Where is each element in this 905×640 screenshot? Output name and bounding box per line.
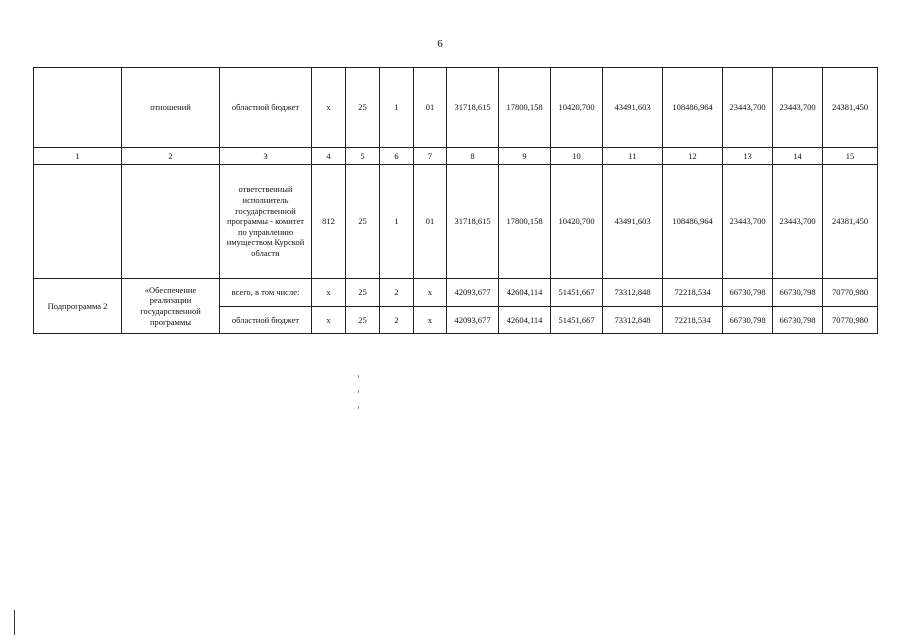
cell-col2: отношений: [122, 68, 220, 148]
header-number-row: 1 2 3 4 5 6 7 8 9 10 11 12 13 14 15: [34, 148, 878, 165]
page-number: 6: [437, 38, 443, 50]
table-row: Подпрограмма 2 «Обеспечение реализации государственной программы всего, в том числе: х 25 2 х 42093,677 42604,114 51451,667 73312,848 72218,534 66730,798 66730,798 70770,980: [34, 279, 878, 307]
scan-speck: [358, 390, 359, 393]
subprogram-label: Подпрограмма 2: [34, 279, 122, 334]
table-row: ответственный исполнитель государственной программы - комитет по управлению имуществом Курской области 812 25 1 01 31718,615 17800,158 10420,700 43491,603 108486,964 23443,700 23443,700 24381,450: [34, 165, 878, 279]
budget-table: [33, 67, 878, 334]
table-row: областной бюджет х 25 2 х 42093,677 42604,114 51451,667 73312,848 72218,534 66730,798 66730,798 70770,980: [34, 307, 878, 334]
cell-col3: ответственный исполнитель государственной программы - комитет по управлению имуществом Курской области: [220, 165, 312, 279]
scan-speck: [358, 406, 359, 409]
scan-speck: [358, 375, 359, 378]
scan-edge-mark: [14, 610, 15, 635]
subprogram-title: «Обеспечение реализации государственной программы: [122, 279, 220, 334]
cell-col3: областной бюджет: [220, 68, 312, 148]
table-row: отношений областной бюджет х 25 1 01 31718,615 17800,158 10420,700 43491,603 108486,964 23443,700 23443,700 24381,450: [34, 68, 878, 148]
